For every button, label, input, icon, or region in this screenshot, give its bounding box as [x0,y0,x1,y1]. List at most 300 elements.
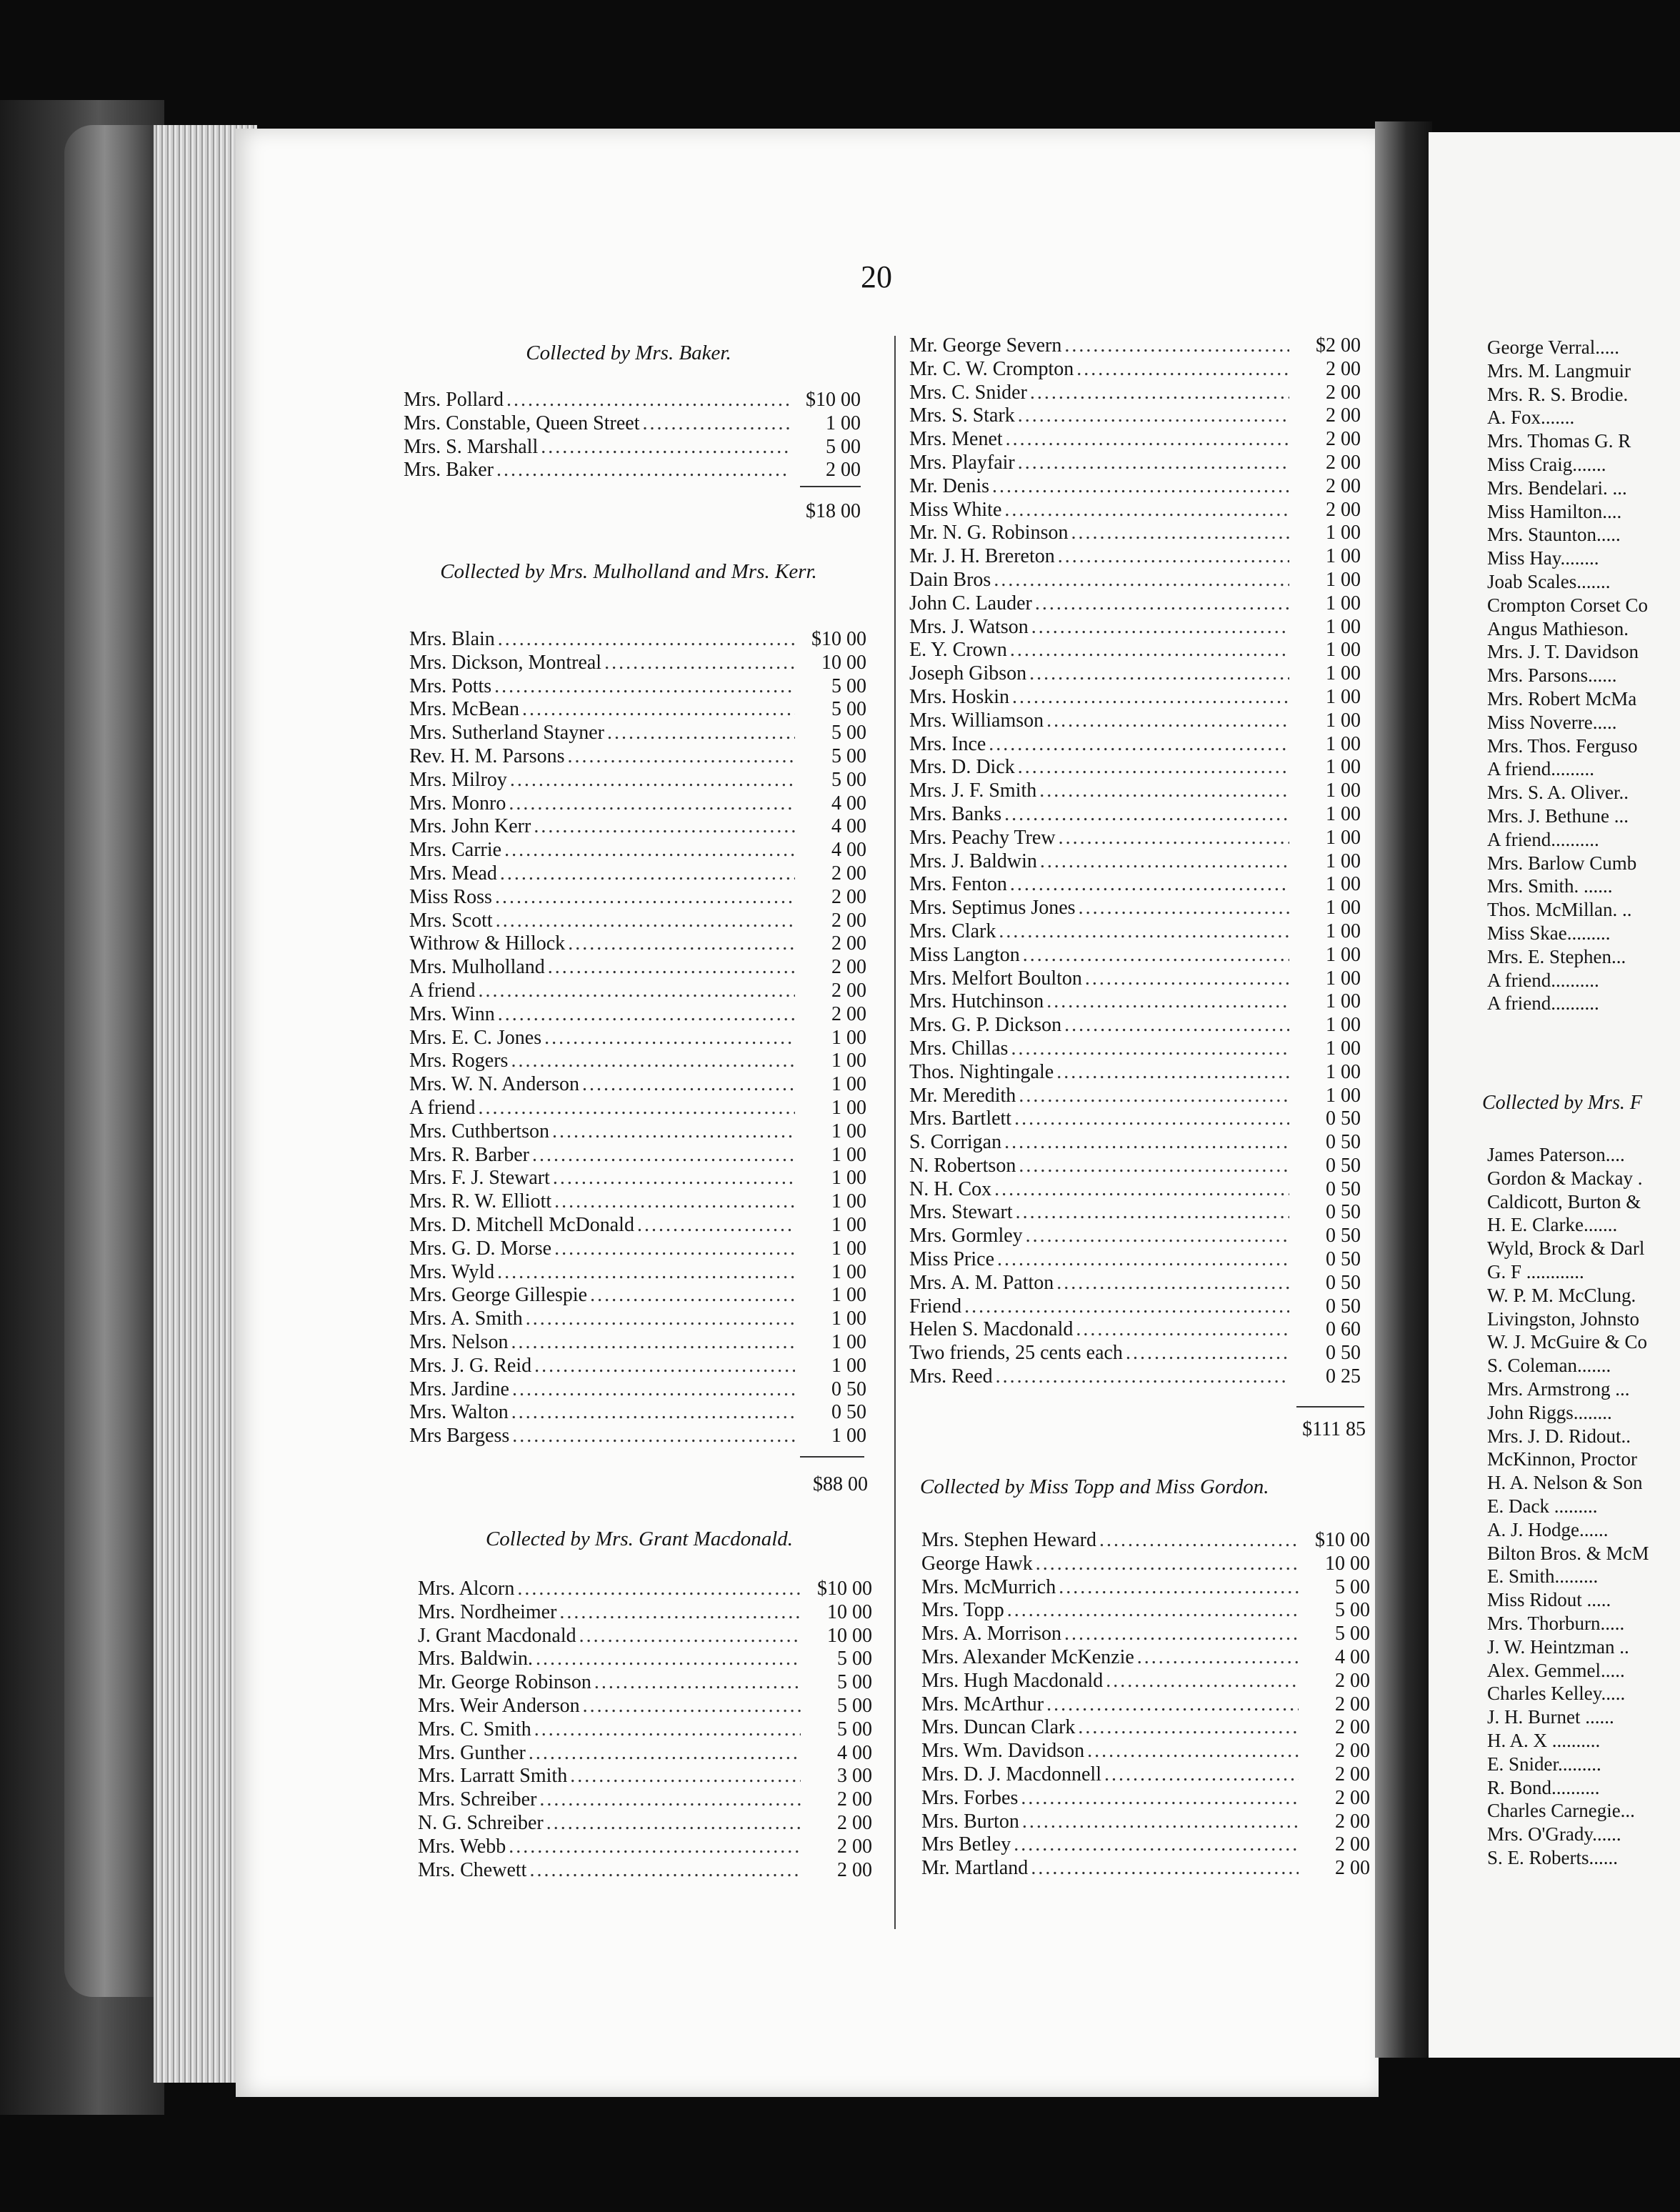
leader-dots [510,769,795,792]
donation-amount: 1 00 [831,1073,866,1096]
list-item [921,1833,1370,1857]
list-item: Miss Skae......... [1487,922,1611,944]
donor-name: Mrs. Melfort Boulton [909,967,1082,990]
donor-name: Mrs. Milroy [409,768,507,791]
list-item [909,1085,1361,1108]
donation-amount: 2 00 [831,979,866,1002]
donation-amount: 1 00 [1326,756,1361,779]
list-item: Mrs. Bendelari. ... [1487,477,1627,499]
leader-dots [1018,756,1289,779]
donation-amount: 3 00 [837,1765,872,1788]
list-item [921,1787,1370,1810]
donor-name: Mr. Martland [921,1857,1029,1880]
list-item [909,545,1361,569]
donor-name: Mrs. C. Smith [418,1718,531,1740]
donation-amount: $2 00 [1316,334,1361,357]
donation-amount: 5 00 [1335,1623,1370,1645]
donation-amount: 4 00 [831,815,866,838]
donation-amount: $10 00 [811,628,866,650]
donation-amount: 1 00 [1326,943,1361,966]
leader-dots [568,932,795,956]
leader-dots [992,475,1289,499]
leader-dots [511,1331,795,1355]
donation-amount: 1 00 [1326,873,1361,896]
list-item: James Paterson.... [1487,1144,1625,1165]
leader-dots [996,1365,1289,1389]
donation-amount: 1 00 [1326,732,1361,755]
donation-amount: 0 50 [1326,1201,1361,1224]
donor-name: Mrs. Stephen Heward [921,1529,1096,1551]
donor-name: Mrs. John Kerr [409,815,531,838]
leader-dots [529,1742,801,1765]
leader-dots [1004,499,1289,522]
leader-dots [500,862,795,886]
list-item: Miss Hay........ [1487,547,1599,569]
donor-name: Mrs. Sutherland Stayner [409,722,604,744]
list-item [909,1225,1361,1248]
donation-amount: 1 00 [1326,920,1361,942]
leader-dots [526,1307,795,1331]
list-item: Mrs. R. S. Brodie. [1487,383,1629,405]
list-item: Alex. Gemmel..... [1487,1659,1625,1681]
list-item [409,910,866,933]
list-item [409,1331,866,1355]
leader-dots [594,1671,801,1695]
list-item [909,686,1361,709]
donor-name: Dain Bros [909,568,991,591]
donation-amount: 1 00 [831,1307,866,1330]
donor-name: Mrs. Rogers [409,1050,509,1072]
donor-name: Mrs. A. Smith [409,1307,523,1330]
list-item [418,1835,872,1859]
donation-amount: 2 00 [1335,1810,1370,1833]
donation-amount: 1 00 [831,1190,866,1213]
list-item [921,1646,1370,1670]
donor-name: Mrs. Williamson [909,709,1044,732]
donor-name: Mrs. McArthur [921,1693,1044,1715]
donor-name: Mrs. J. Watson [909,615,1029,638]
list-item [909,1248,1361,1272]
leader-dots [604,652,795,675]
donation-amount: 2 00 [1335,1786,1370,1809]
donation-amount: 0 50 [1326,1225,1361,1247]
donation-amount: 1 00 [1326,709,1361,732]
donation-amount: 5 00 [831,744,866,767]
donation-amount: 1 00 [831,1143,866,1166]
list-item [409,1214,866,1237]
donation-amount: 2 00 [831,956,866,979]
leader-dots [1076,358,1289,382]
leader-dots [544,1027,795,1050]
donation-amount: 1 00 [831,1237,866,1260]
donation-amount: 2 00 [837,1835,872,1858]
list-item [404,389,861,412]
donor-name: Mrs. Reed [909,1365,993,1388]
list-item [909,475,1361,499]
list-item [909,1155,1361,1178]
donor-name: A friend [409,1096,476,1119]
donor-name: Withrow & Hillock [409,932,566,955]
donor-name: Mrs. McMurrich [921,1575,1056,1598]
donation-amount: 1 00 [1326,967,1361,990]
list-item [409,1261,866,1285]
donor-name: Mrs. G. P. Dickson [909,1014,1062,1037]
leader-dots [1007,1599,1299,1623]
list-item: R. Bond.......... [1487,1776,1600,1798]
donation-amount: 2 00 [1335,1857,1370,1880]
column-divider [894,336,896,1929]
donor-name: Mrs. Wyld [409,1260,495,1283]
leader-dots [546,1812,801,1835]
donor-name: Mrs. Alexander McKenzie [921,1645,1134,1668]
leader-dots [1046,990,1289,1014]
donor-name: Mrs. Baker [404,459,494,482]
list-item [418,1812,872,1835]
donor-name: George Hawk [921,1552,1033,1575]
donation-amount: 2 00 [1326,381,1361,404]
donor-name: Mrs. Peachy Trew [909,826,1056,849]
leader-dots [497,1261,795,1285]
list-item [418,1578,872,1601]
list-item: Miss Noverre..... [1487,711,1617,733]
list-item [418,1625,872,1648]
list-item: W. P. M. McClung. [1487,1284,1636,1306]
donation-amount: 1 00 [1326,685,1361,708]
donor-name: Mrs. D. Dick [909,756,1015,779]
list-item: Mrs. E. Stephen... [1487,945,1626,967]
leader-dots [511,1401,795,1425]
donation-amount: 0 50 [831,1377,866,1400]
list-item [409,722,866,745]
list-item [909,404,1361,428]
donation-amount: 2 00 [1335,1693,1370,1715]
list-item [409,862,866,886]
list-item [409,1237,866,1261]
list-item: George Verral..... [1487,337,1619,358]
leader-dots [1022,1810,1299,1834]
list-item: Angus Mathieson. [1487,617,1629,639]
list-item [909,616,1361,639]
leader-dots [559,1601,801,1625]
donation-amount: 0 50 [1326,1342,1361,1365]
list-item [909,1037,1361,1061]
list-item [909,1201,1361,1225]
donor-name: Mrs. R. Barber [409,1143,529,1166]
donor-name: Mrs. Mead [409,862,497,885]
heading-grant-macdonald: Collected by Mrs. Grant Macdonald. [485,1528,794,1550]
leader-dots [1016,1201,1289,1225]
donor-name: Mrs. Banks [909,802,1002,825]
list-item: A. Fox....... [1487,407,1575,429]
list-item [418,1742,872,1765]
donation-amount: 1 00 [1326,639,1361,662]
donation-amount: 1 00 [1326,1037,1361,1060]
donor-name: Mrs. A. Morrison [921,1623,1062,1645]
donation-amount: 2 00 [1335,1740,1370,1763]
list-item: A. J. Hodge...... [1487,1518,1609,1540]
donor-name: Miss Ross [409,885,492,908]
list-item: A friend.......... [1487,828,1599,850]
list-item: A friend......... [1487,758,1594,780]
list-item [909,1107,1361,1131]
list-item [409,815,866,839]
donation-amount: 5 00 [837,1718,872,1740]
leader-dots [643,412,790,436]
list-item [409,745,866,769]
list-item [909,569,1361,592]
donor-name: Mr. George Severn [909,334,1062,357]
donor-name: Mrs. Chewett [418,1858,527,1881]
list-item: Mrs. Smith. ...... [1487,875,1613,897]
donation-amount: 1 00 [1326,826,1361,849]
donor-name: Mrs. Constable, Queen Street [404,412,640,434]
list-item: S. Coleman....... [1487,1355,1611,1377]
list-item: S. E. Roberts...... [1487,1846,1619,1868]
donation-amount: 5 00 [831,674,866,697]
leader-dots [1064,1623,1299,1646]
leader-dots [570,1765,801,1788]
donation-amount: 4 00 [831,792,866,814]
donor-name: Mrs. R. W. Elliott [409,1190,552,1213]
leader-dots [512,1378,795,1402]
leader-dots [1026,1225,1289,1248]
list-item [909,920,1361,944]
list-item [418,1718,872,1742]
list-item: Mrs. Barlow Cumb [1487,852,1637,874]
list-item: H. A. X .......... [1487,1729,1601,1751]
donor-name: N. Robertson [909,1154,1016,1177]
donor-name: J. Grant Macdonald [418,1624,576,1647]
list-item: Charles Kelley..... [1487,1683,1626,1705]
heading-baker: Collected by Mrs. Baker. [526,342,731,364]
donor-name: Mrs. Clark [909,920,996,942]
donor-name: Mrs. Carrie [409,839,502,862]
list-topp-gordon [921,1529,1370,1880]
list-item [921,1553,1370,1576]
donor-name: Mrs Betley [921,1833,1011,1856]
list-item [409,1003,866,1027]
donation-amount: 1 00 [831,1354,866,1377]
leader-dots [994,569,1289,592]
donor-name: Mrs. Monro [409,792,506,814]
donor-name: Mrs. Walton [409,1401,509,1424]
list-item [909,499,1361,522]
donor-name: Mrs. Baldwin. [418,1648,533,1670]
list-item: Charles Carnegie... [1487,1800,1635,1822]
donor-name: Mrs. Topp [921,1599,1004,1622]
leader-dots [1064,334,1289,358]
list-item [909,382,1361,405]
donation-amount: 1 00 [831,1167,866,1190]
leader-dots [1071,522,1289,545]
leader-dots [1059,1576,1299,1600]
donor-name: Mr. George Robinson [418,1671,591,1694]
donor-name: Mrs. D. J. Macdonnell [921,1763,1101,1785]
donation-amount: 1 00 [1326,522,1361,544]
list-grant-macdonald [418,1578,872,1882]
donor-name: Mrs. Nordheimer [418,1600,557,1623]
leader-dots [1099,1529,1299,1553]
donation-amount: 1 00 [831,1120,866,1142]
leader-dots [479,1097,795,1120]
list-item [409,1425,866,1448]
list-item: H. E. Clarke....... [1487,1214,1618,1236]
donation-amount: 0 50 [1326,1271,1361,1294]
list-item [409,1120,866,1144]
leader-dots [511,1050,795,1073]
list-item [404,436,861,459]
list-item: Livingston, Johnsto [1487,1307,1640,1330]
donation-amount: 2 00 [1326,474,1361,497]
donation-amount: 5 00 [831,768,866,791]
leader-dots [1039,779,1289,803]
leader-dots [504,839,795,862]
donor-name: Mrs. Hoskin [909,685,1010,708]
list-item: Mrs. Thorburn..... [1487,1612,1625,1634]
list-item [921,1740,1370,1763]
donor-name: Mrs. McBean [409,698,519,721]
donation-amount: 0 50 [831,1401,866,1424]
list-item: E. Snider......... [1487,1753,1601,1775]
list-item [418,1765,872,1788]
donation-amount: 10 00 [827,1624,872,1647]
donation-amount: 10 00 [821,651,866,674]
list-item [409,1073,866,1097]
total-continued: $111 85 [1302,1418,1366,1440]
leader-dots [1137,1646,1299,1670]
book-spine [64,125,154,1997]
donor-name: Mrs. Dickson, Montreal [409,651,602,674]
donor-name: Mrs. Winn [409,1002,495,1025]
total-rule [800,1456,864,1458]
leader-dots [1018,452,1289,475]
list-item: Mrs. J. T. Davidson [1487,641,1639,663]
book-gutter [1375,121,1432,2058]
donation-amount: 1 00 [1326,545,1361,568]
donation-amount: 1 00 [1326,990,1361,1013]
list-item [909,1014,1361,1037]
list-item [418,1671,872,1695]
list-item: H. A. Nelson & Son [1487,1472,1643,1494]
list-item [921,1763,1370,1787]
leader-dots [1019,1085,1289,1108]
leader-dots [1031,1857,1299,1880]
list-item [909,1342,1361,1365]
list-item: John Riggs........ [1487,1401,1612,1423]
donor-name: E. Y. Crown [909,639,1007,662]
leader-dots [1059,827,1289,850]
donation-amount: 1 00 [831,1260,866,1283]
donor-name: Thos. Nightingale [909,1060,1054,1083]
leader-dots [1035,592,1289,616]
donor-name: Mrs. Cuthbertson [409,1120,549,1142]
total-rule [1296,1406,1364,1408]
list-item [909,897,1361,920]
list-item [909,1365,1361,1389]
list-item: Mrs. Thos. Ferguso [1487,734,1638,757]
leader-dots [607,722,795,745]
donation-amount: 2 00 [831,862,866,885]
list-item [909,827,1361,850]
leader-dots [1085,967,1289,991]
donor-name: Mrs. Forbes [921,1786,1019,1809]
list-item [909,850,1361,874]
donor-name: Mrs. Bartlett [909,1107,1012,1130]
list-item [409,1284,866,1307]
leader-dots [498,1003,795,1027]
list-item [909,662,1361,686]
donor-name: Mrs. Schreiber [418,1788,537,1811]
donation-amount: 1 00 [1326,802,1361,825]
leader-dots [498,628,795,652]
donor-name: Mrs. Blain [409,628,495,650]
list-item [909,1272,1361,1295]
leader-dots [1019,1155,1289,1178]
list-item [909,592,1361,616]
list-item: Miss Hamilton.... [1487,500,1622,522]
total-rule [800,486,861,487]
donation-amount: 1 00 [1326,662,1361,685]
donor-name: Mrs. Weir Anderson [418,1694,580,1717]
list-item [409,1378,866,1402]
list-item: McKinnon, Proctor [1487,1448,1637,1470]
donation-amount: 0 50 [1326,1131,1361,1154]
donation-amount: 1 00 [831,1026,866,1049]
donation-amount: 2 00 [1335,1669,1370,1692]
donation-amount: 5 00 [1335,1599,1370,1622]
donor-name: Mrs. Wm. Davidson [921,1740,1085,1763]
donation-amount: 1 00 [1326,592,1361,614]
donation-amount: 5 00 [837,1671,872,1694]
donor-name: Joseph Gibson [909,662,1027,685]
donation-amount: 2 00 [837,1788,872,1811]
donation-amount: 5 00 [837,1694,872,1717]
list-item [909,803,1361,827]
total-mulholland: $88 00 [813,1473,868,1495]
list-item [921,1810,1370,1834]
list-item [418,1601,872,1625]
leader-dots [517,1578,801,1601]
donor-name: Mrs. Duncan Clark [921,1716,1076,1739]
list-item [409,792,866,816]
list-item [409,675,866,699]
donor-name: Mrs. George Gillespie [409,1284,588,1307]
leader-dots [495,886,795,910]
donation-amount: 1 00 [826,412,861,434]
list-item [909,1178,1361,1202]
list-baker [404,389,861,482]
donor-name: Mr. Meredith [909,1084,1016,1107]
list-item [909,428,1361,452]
list-item: A friend.......... [1487,969,1599,991]
list-item [909,358,1361,382]
donation-amount: 0 50 [1326,1248,1361,1271]
leader-dots [1046,1693,1299,1717]
donor-name: A friend [409,979,476,1002]
list-item [409,1190,866,1214]
donor-name: Mr. C. W. Crompton [909,357,1074,380]
list-item [409,839,866,862]
leader-dots [568,745,795,769]
list-item [909,1061,1361,1085]
donation-amount: 1 00 [1326,897,1361,920]
donor-name: John C. Lauder [909,592,1032,614]
leader-dots [1018,404,1289,428]
donor-name: Mrs. C. Snider [909,381,1027,404]
right-page-list-bottom [1487,1143,1680,1870]
donor-name: Miss Price [909,1248,994,1271]
list-item: Crompton Corset Co [1487,594,1649,616]
